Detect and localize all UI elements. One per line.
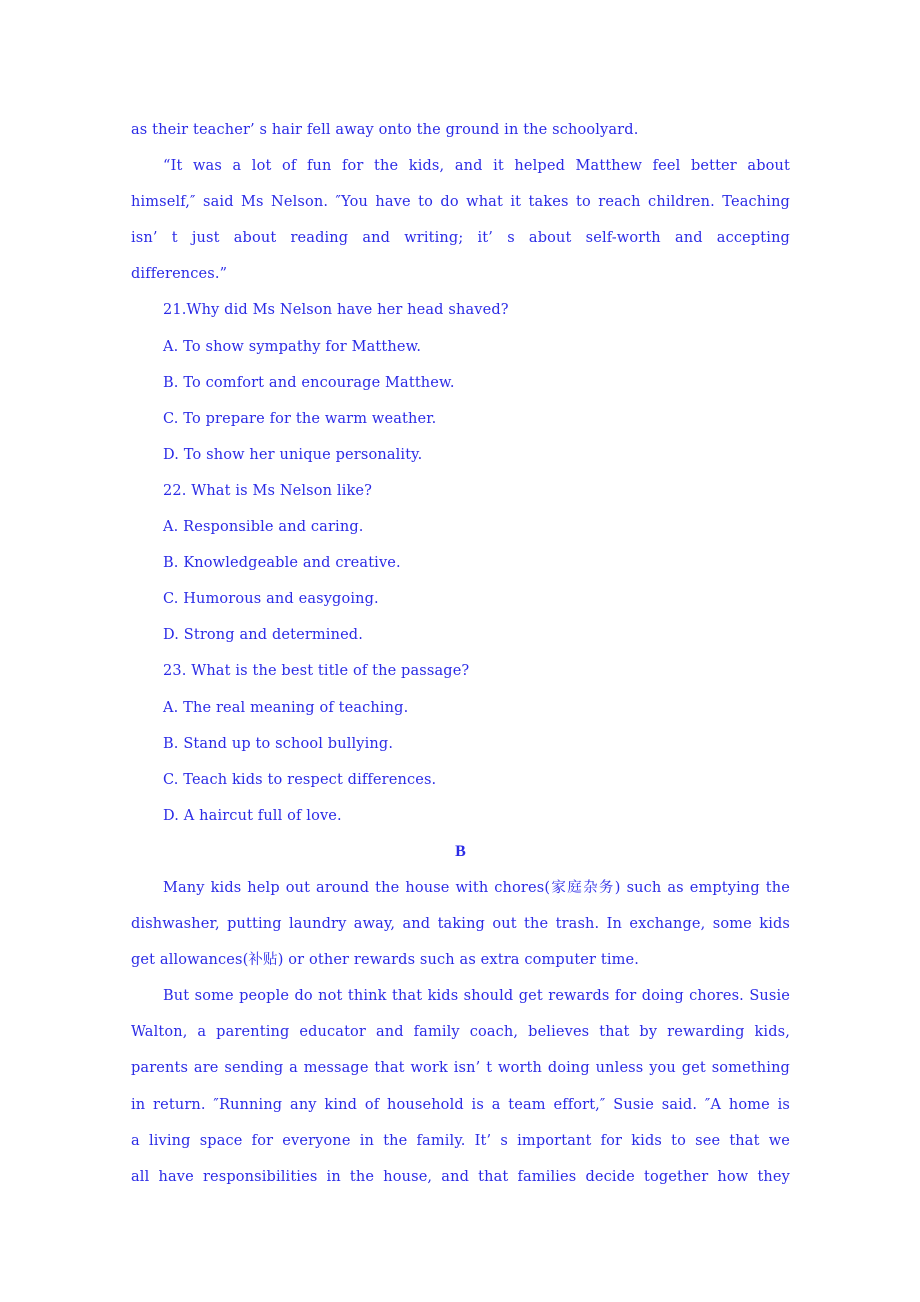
section-b-paragraph-2 (131, 984, 790, 1201)
paragraph-line: a living space for everyone in the family. It’ s important for kids to see that we (131, 1132, 790, 1149)
document-page (131, 118, 790, 1201)
question-23 (131, 659, 790, 839)
paragraph-line: parents are sending a message that work isn’ t worth doing unless you get something (131, 1060, 790, 1077)
answer-option-c: C. To prepare for the warm weather. (163, 410, 437, 427)
paragraph-line: all have responsibilities in the house, and that families decide together how they (131, 1168, 790, 1185)
answer-option-d: D. A haircut full of love. (163, 807, 342, 824)
passage-a-tail (131, 118, 790, 154)
paragraph-line: isn’ t just about reading and writing; it’ s about self-worth and accepting (131, 230, 790, 247)
question-21 (131, 298, 790, 478)
answer-option-a: A. Responsible and caring. (163, 519, 364, 536)
paragraph-line: But some people do not think that kids should get rewards for doing chores. Susie (163, 988, 790, 1005)
question-22 (131, 479, 790, 659)
answer-option-a: A. The real meaning of teaching. (163, 699, 409, 716)
paragraph-line: in return. ″Running any kind of household is a team effort,″ Susie said. ″A home is (131, 1096, 790, 1113)
answer-option-b: B. Stand up to school bullying. (163, 735, 394, 752)
paragraph-line: Walton, a parenting educator and family coach, believes that by rewarding kids, (131, 1024, 790, 1041)
answer-option-d: D. To show her unique personality. (163, 446, 423, 463)
answer-option-a: A. To show sympathy for Matthew. (163, 338, 422, 355)
paragraph-line: Many kids help out around the house with chores(家庭杂务) such as emptying the (163, 879, 790, 896)
paragraph-line: get allowances(补贴) or other rewards such as extra computer time. (131, 952, 640, 969)
question-stem: 23. What is the best title of the passage? (163, 663, 470, 680)
question-stem: 22. What is Ms Nelson like? (163, 482, 373, 499)
quote-paragraph (131, 154, 790, 298)
section-heading-b: B (455, 842, 466, 860)
paragraph-line: dishwasher, putting laundry away, and taking out the trash. In exchange, some kids (131, 916, 790, 933)
answer-option-c: C. Teach kids to respect differences. (163, 771, 437, 788)
paragraph-line: as their teacher’ s hair fell away onto the ground in the schoolyard. (131, 122, 639, 138)
paragraph-line: “It was a lot of fun for the kids, and it helped Matthew feel better about (163, 158, 790, 175)
paragraph-line: himself,″ said Ms Nelson. ″You have to do what it takes to reach children. Teaching (131, 194, 790, 211)
answer-option-d: D. Strong and determined. (163, 627, 364, 644)
answer-option-b: B. Knowledgeable and creative. (163, 555, 401, 572)
answer-option-c: C. Humorous and easygoing. (163, 591, 379, 608)
answer-option-b: B. To comfort and encourage Matthew. (163, 374, 455, 391)
paragraph-line: differences.” (131, 266, 228, 283)
question-stem: 21.Why did Ms Nelson have her head shaved? (163, 302, 509, 319)
section-b-paragraph-1 (131, 876, 790, 984)
